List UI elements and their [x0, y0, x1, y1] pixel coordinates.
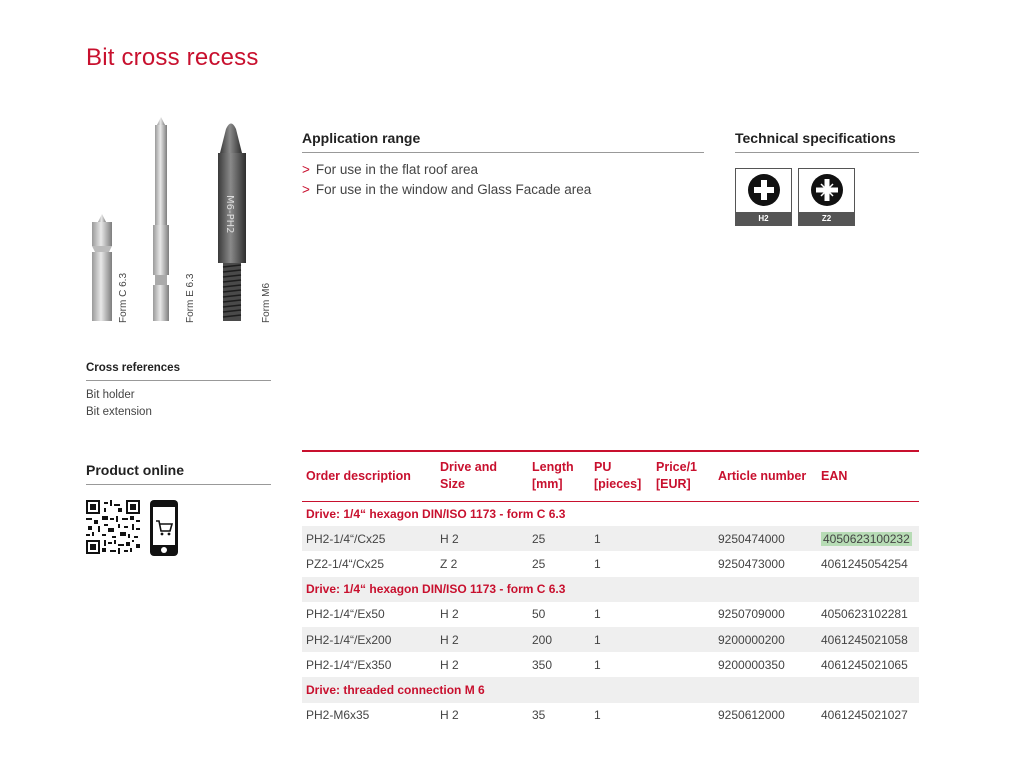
cross-references-list	[86, 387, 152, 420]
col-order-description: Order description	[302, 451, 436, 501]
cross-reference-item[interactable]: Bit holder	[86, 389, 135, 401]
ean-highlighted[interactable]: 4050623100232	[823, 531, 910, 546]
bits-image	[86, 115, 276, 330]
spec-label: H2	[736, 212, 791, 225]
application-range-item: > For use in the flat roof area	[302, 162, 478, 177]
col-article-number: Article number	[714, 451, 817, 501]
col-price: Price/1 [EUR]	[652, 451, 714, 501]
col-pu: PU [pieces]	[590, 451, 652, 501]
table-row[interactable]: PH2-M6x35 H 2 35 1 9250612000 4061245021027	[306, 708, 908, 723]
bit-form-e	[153, 117, 169, 321]
col-ean: EAN	[817, 451, 919, 501]
bit-form-c	[92, 214, 112, 321]
table-row[interactable]: PH2-1/4“/Ex350 H 2 350 1 9200000350 4061245021065	[306, 657, 908, 672]
bits-illustration	[86, 115, 276, 330]
application-range-list	[302, 160, 591, 200]
arrow-icon: >	[302, 182, 310, 197]
col-drive-size: Drive and Size	[436, 451, 528, 501]
table-row[interactable]: PH2-1/4“/Cx25 H 2 25 1 9250474000 4050623100232	[302, 526, 919, 551]
col-length: Length [mm]	[528, 451, 590, 501]
application-range-heading: Application range	[302, 130, 704, 153]
table-header-row	[302, 451, 919, 501]
table-group-row: Drive: 1/4“ hexagon DIN/ISO 1173 - form C 6.3	[302, 577, 919, 602]
spec-z2	[798, 168, 855, 226]
pozidriv-cross-icon	[811, 174, 843, 206]
table-group-row: Drive: 1/4“ hexagon DIN/ISO 1173 - form C 6.3	[302, 501, 919, 526]
spec-icons	[735, 168, 855, 226]
table-group-row: Drive: threaded connection M 6	[302, 677, 919, 702]
order-table	[302, 450, 919, 728]
bit-label-form-c: Form C 6.3	[118, 272, 129, 323]
table-row[interactable]: PZ2-1/4“/Cx25 Z 2 25 1 9250473000 4061245054254	[306, 556, 908, 571]
table-row[interactable]: PH2-1/4“/Ex50 H 2 50 1 9250709000 4050623102281	[306, 607, 908, 622]
product-online-heading: Product online	[86, 462, 271, 485]
page-title: Bit cross recess	[86, 44, 259, 71]
svg-text:M6-PH2: M6-PH2	[224, 195, 235, 234]
technical-specifications-heading: Technical specifications	[735, 130, 919, 153]
bit-label-form-e: Form E 6.3	[185, 273, 196, 323]
cross-references-heading: Cross references	[86, 362, 271, 381]
spec-label: Z2	[799, 212, 854, 225]
table-row[interactable]: PH2-1/4“/Ex200 H 2 200 1 9200000200 4061245021058	[302, 627, 919, 652]
phillips-cross-icon	[748, 174, 780, 206]
cross-reference-item[interactable]: Bit extension	[86, 405, 152, 418]
mobile-shop-icon[interactable]	[150, 500, 178, 556]
bit-form-m6	[218, 124, 246, 322]
arrow-icon: >	[302, 162, 310, 177]
application-range-item: > For use in the window and Glass Facade area	[302, 182, 592, 197]
bit-label-form-m6: Form M6	[261, 283, 272, 323]
qr-code-icon[interactable]	[86, 500, 140, 554]
spec-h2	[735, 168, 792, 226]
